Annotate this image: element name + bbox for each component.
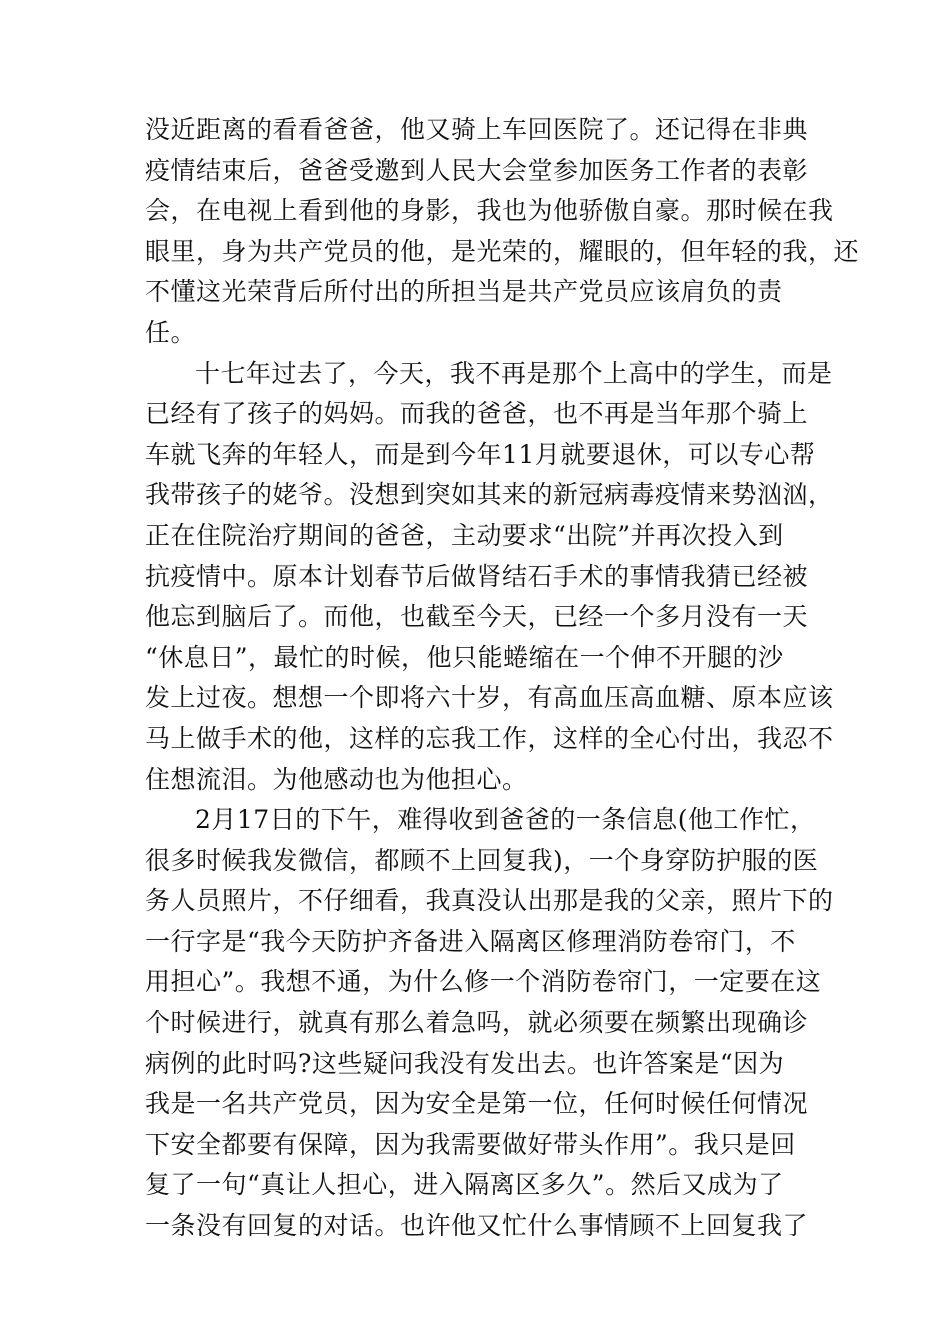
text-line: 住想流泪。为他感动也为他担心。 [145, 764, 528, 794]
text-line: 我带孩子的姥爷。没想到突如其来的新冠病毒疫情来势汹汹， [145, 480, 834, 510]
text-line: 发上过夜。想想一个即将六十岁，有高血压高血糖、原本应该 [145, 683, 834, 713]
text-line: 疫情结束后，爸爸受邀到人民大会堂参加医务工作者的表彰 [145, 155, 809, 185]
text-line: 正在住院治疗期间的爸爸，主动要求“出院”并再次投入到 [145, 520, 784, 550]
text-line: 复了一句“真让人担心，进入隔离区多久”。然后又成为了 [145, 1170, 784, 1200]
text-line: 任。 [145, 317, 197, 347]
text-line: 个时候进行，就真有那么着急吗，就必须要在频繁出现确诊 [145, 1008, 809, 1038]
text-line: 已经有了孩子的妈妈。而我的爸爸，也不再是当年那个骑上 [145, 399, 809, 429]
body-text [145, 110, 860, 1247]
text-line: “休息日”，最忙的时候，他只能蜷缩在一个伸不开腿的沙 [145, 642, 784, 672]
text-line: 不懂这光荣背后所付出的所担当是共产党员应该肩负的责 [145, 277, 783, 307]
text-line: 用担心”。我想不通，为什么修一个消防卷帘门，一定要在这 [145, 967, 822, 997]
text-line: 一条没有回复的对话。也许他又忙什么事情顾不上回复我了 [145, 1211, 809, 1241]
text-line: 马上做手术的他，这样的忘我工作，这样的全心付出，我忍不 [145, 723, 834, 753]
text-line: 下安全都要有保障，因为我需要做好带头作用”。我只是回 [145, 1129, 796, 1159]
paragraph-start-line: 2月17日的下午，难得收到爸爸的一条信息(他工作忙， [195, 805, 816, 835]
text-line: 我是一名共产党员，因为安全是第一位，任何时候任何情况 [145, 1089, 809, 1119]
text-line: 抗疫情中。原本计划春节后做肾结石手术的事情我猜已经被 [145, 561, 809, 591]
paragraph-start-line: 十七年过去了，今天，我不再是那个上高中的学生，而是 [195, 358, 833, 388]
text-line: 眼里，身为共产党员的他，是光荣的，耀眼的，但年轻的我，还 [145, 236, 860, 266]
text-line: 一行字是“我今天防护齐备进入隔离区修理消防卷帘门，不 [145, 926, 796, 956]
text-line: 他忘到脑后了。而他，也截至今天，已经一个多月没有一天 [145, 602, 809, 632]
text-line: 车就飞奔的年轻人，而是到今年11月就要退休，可以专心帮 [145, 439, 816, 469]
text-line: 会，在电视上看到他的身影，我也为他骄傲自豪。那时候在我 [145, 196, 834, 226]
text-line: 没近距离的看看爸爸，他又骑上车回医院了。还记得在非典 [145, 115, 809, 144]
text-line: 病例的此时吗?这些疑问我没有发出去。也许答案是“因为 [145, 1048, 785, 1078]
text-line: 务人员照片，不仔细看，我真没认出那是我的父亲，照片下的 [145, 886, 834, 916]
text-line: 很多时候我发微信，都顾不上回复我)，一个身穿防护服的医 [145, 845, 819, 875]
